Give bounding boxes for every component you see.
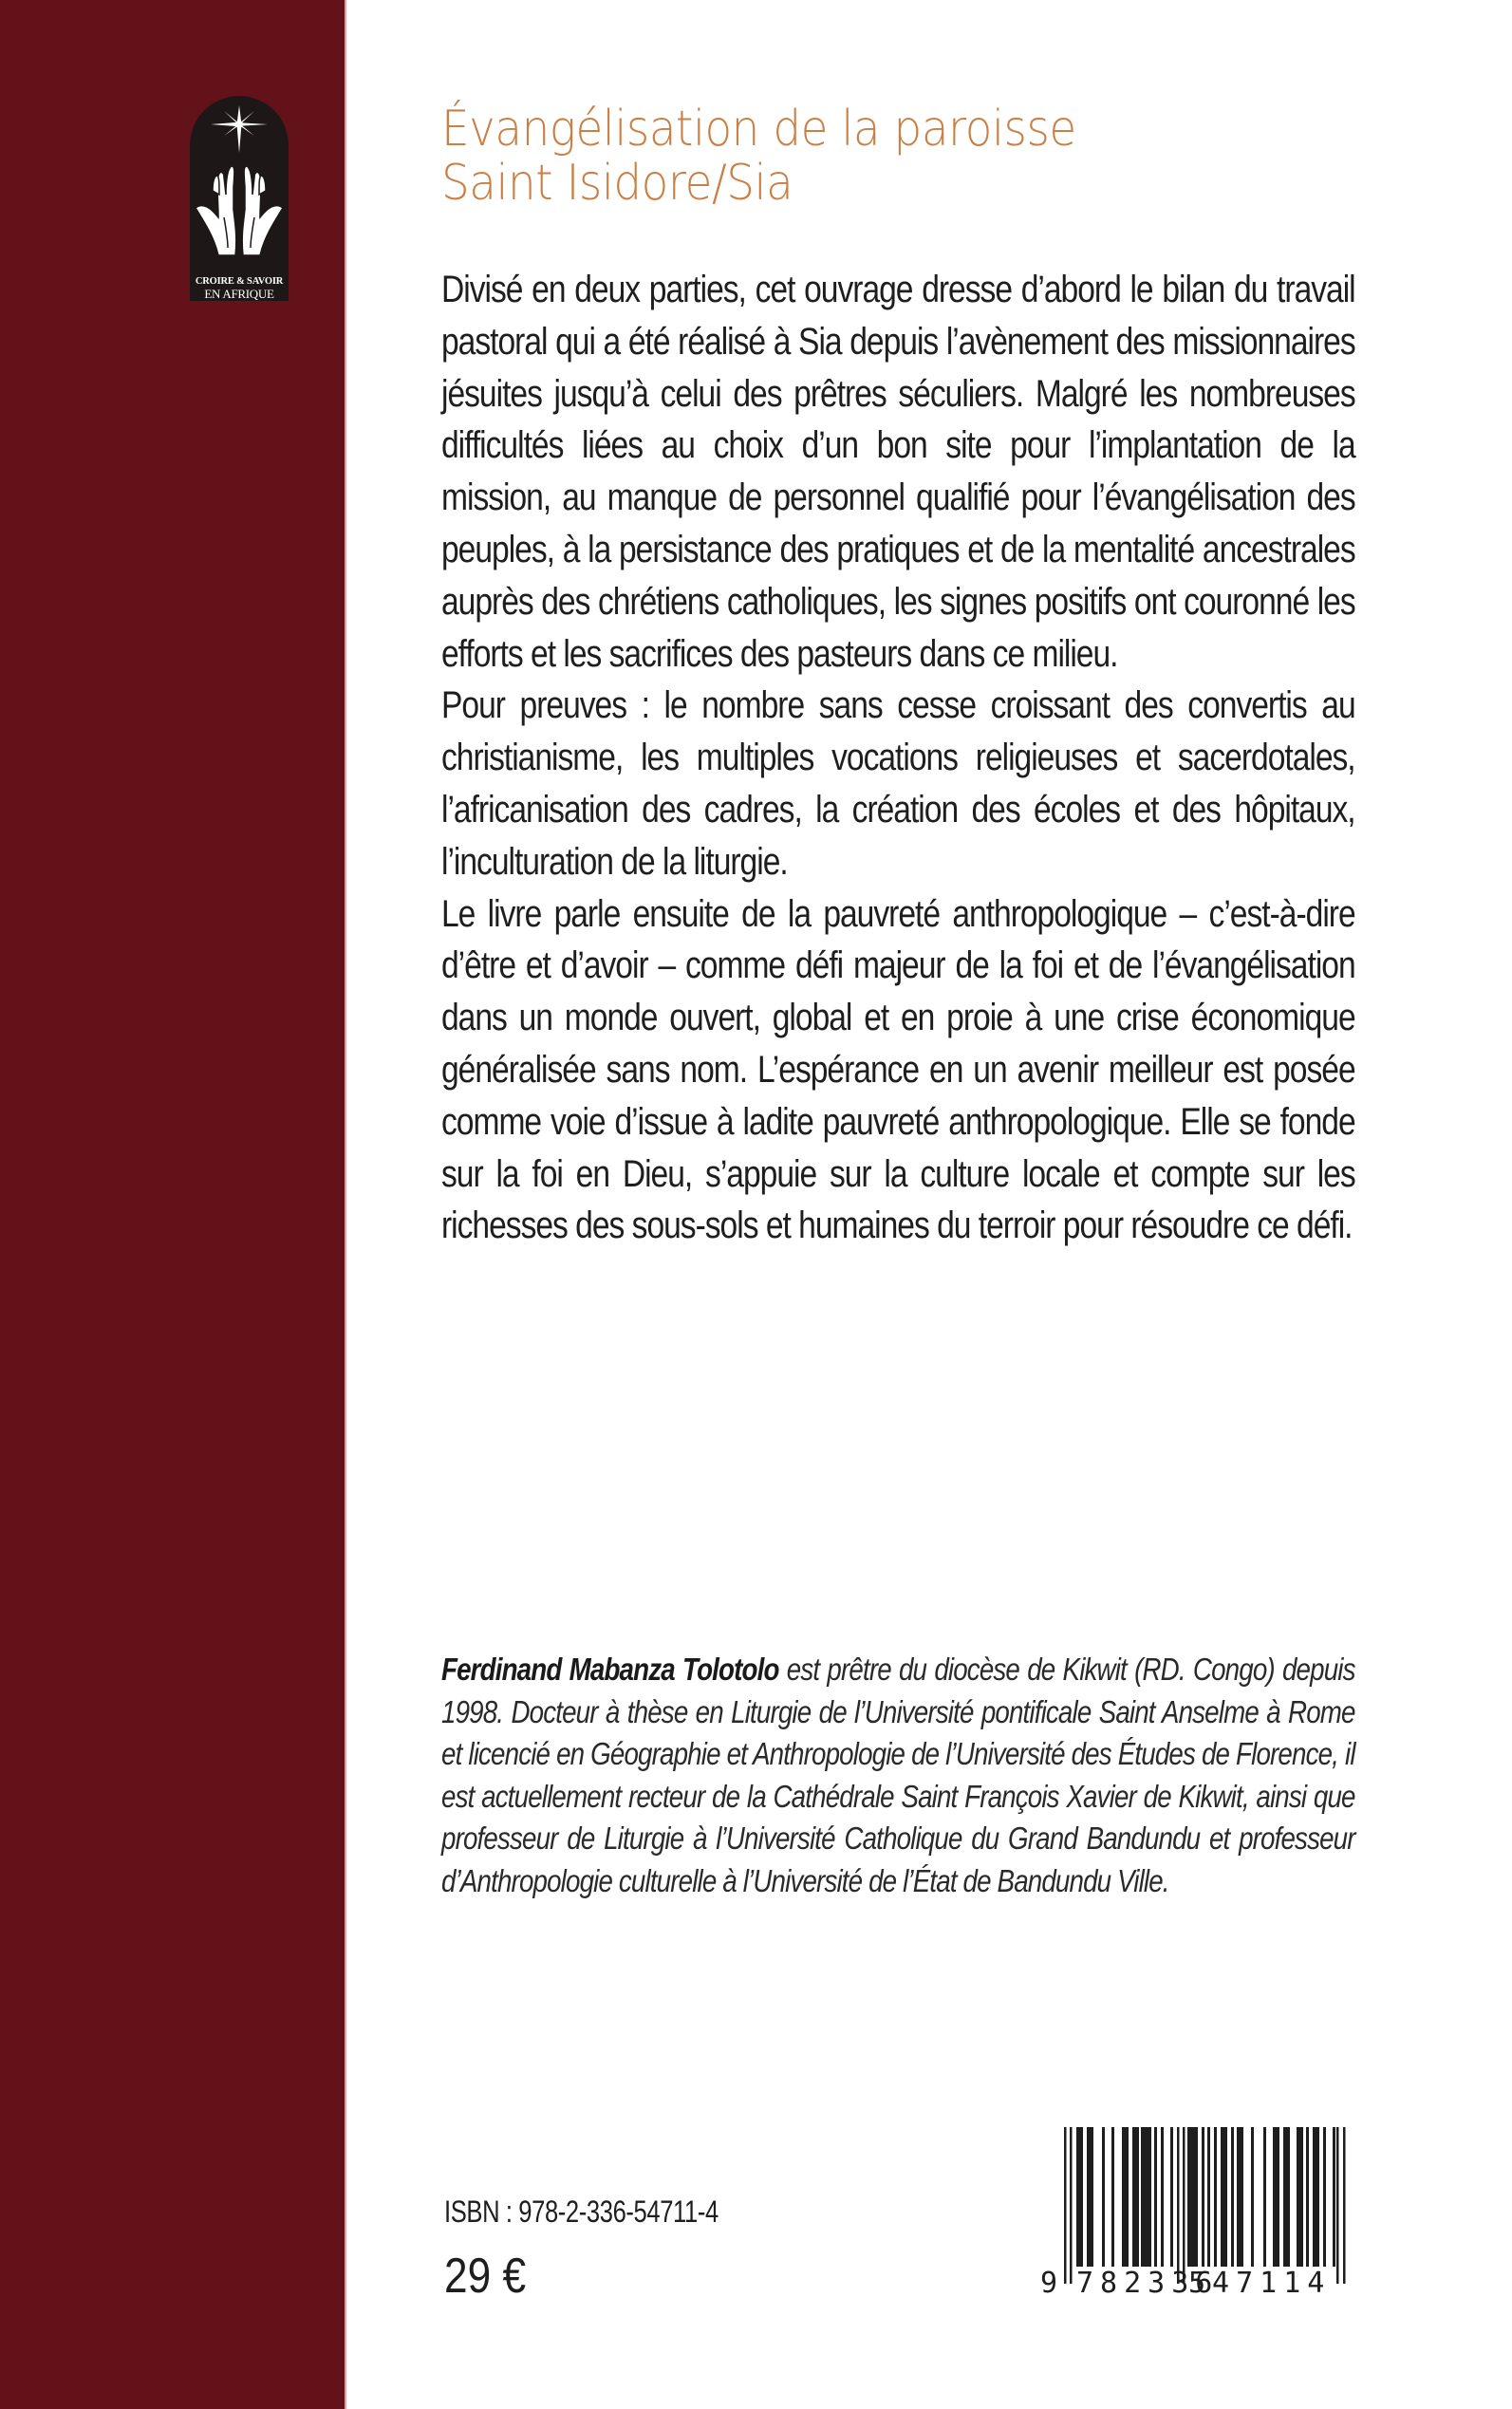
collection-sidebar bbox=[0, 0, 346, 2409]
isbn: ISBN : 978-2-336-54711-4 bbox=[444, 2194, 719, 2229]
collection-logo bbox=[190, 96, 289, 301]
logo-text-line2: EN AFRIQUE bbox=[204, 287, 274, 301]
author-bio-text: est prêtre du diocèse de Kikwit (RD. Congo) depuis 1998. Docteur à thèse en Liturgie de l’Université pontificale Saint Anselme à Rome et licencié en Géographie et Anthropologie de l’Université des Études de Florence, il est actuellement recteur de la Cathédrale Saint François Xavier de Kikwit, ainsi que professeur de Liturgie à l’Université Catholique du Grand Bandundu et professeur d’Anthropologie culturelle à l’Université de l’État de Bandundu Ville. bbox=[441, 1652, 1355, 1898]
barcode-left-group: 782336 bbox=[1076, 2267, 1220, 2300]
author-bio bbox=[441, 1649, 1355, 1902]
book-summary bbox=[441, 264, 1355, 1252]
price: 29 € bbox=[444, 2249, 527, 2304]
book-title bbox=[441, 103, 1296, 211]
author-name: Ferdinand Mabanza Tolotolo bbox=[441, 1652, 779, 1687]
barcode-right-group: 547114 bbox=[1188, 2267, 1332, 2300]
book-title-line2: Saint Isidore/Sia bbox=[441, 155, 793, 212]
summary-paragraph: Divisé en deux parties, cet ouvrage dresse d’abord le bilan du travail pastoral qui a été réalisé à Sia depuis l’avènement des missionnaires jésuites jusqu’à celui des prêtres séculiers. Malgré les nombreuses difficultés liées au choix d’un bon site pour l’implantation de la mission, au manque de personnel qualifié pour l’évangélisation des peuples, à la persistance des pratiques et de la mentalité ancestrales auprès des chrétiens catholiques, les signes positifs ont couronné les efforts et les sacrifices des pasteurs dans ce milieu. bbox=[441, 269, 1355, 675]
hands-star-logo-icon bbox=[190, 96, 289, 276]
barcode-first-digit: 9 bbox=[1040, 2267, 1065, 2300]
barcode-digits bbox=[1035, 2267, 1376, 2301]
barcode bbox=[1035, 2069, 1376, 2306]
logo-text-line1: CROIRE & SAVOIR bbox=[195, 276, 284, 287]
book-title-line1: Évangélisation de la paroisse bbox=[441, 101, 1076, 158]
summary-paragraph: Le livre parle ensuite de la pauvreté anthropologique – c’est-à-dire d’être et d’avoir – comme défi majeur de la foi et de l’évangélisation dans un monde ouvert, global et en proie à une crise économique généralisée sans nom. L’espérance en un avenir meilleur est posée comme voie d’issue à ladite pauvreté anthropologique. Elle se fonde sur la foi en Dieu, s’appuie sur la culture locale et compte sur les richesses des sous-sols et humaines du terroir pour résoudre ce défi. bbox=[441, 892, 1355, 1247]
summary-paragraph: Pour preuves : le nombre sans cesse croissant des convertis au christianisme, les multiples vocations religieuses et sacerdotales, l’africanisation des cadres, la création des écoles et des hôpitaux, l’inculturation de la liturgie. bbox=[441, 684, 1355, 883]
